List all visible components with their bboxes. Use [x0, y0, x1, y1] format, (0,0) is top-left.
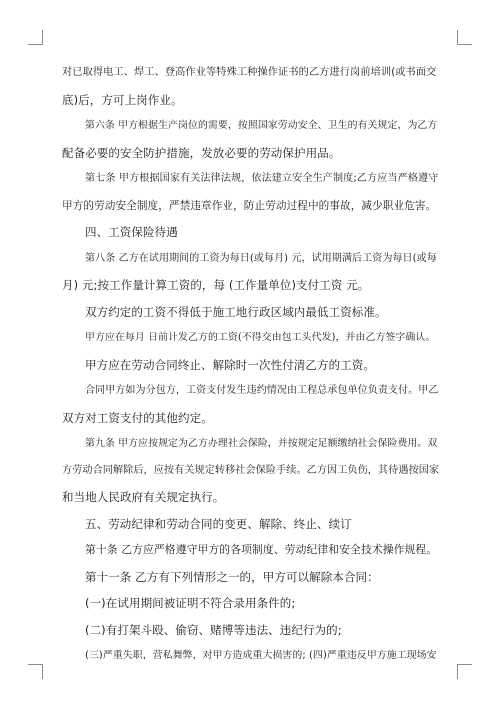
section-heading: 四、工资保险待遇 [85, 225, 178, 239]
text-line: 配备必要的安全防护措施，发放必要的劳动保护用品。 [62, 145, 341, 160]
text-line: 第十条 乙方应严格遵守甲方的各项制度、劳动纪律和安全技术操作规程。 [85, 543, 438, 556]
text-line: 对已取得电工、焊工、登高作业等特殊工种操作证书的乙方进行岗前培训(或书面交 [62, 67, 437, 78]
text-line: 合同甲方如为分包方，工资支付发生违约情况由工程总承包单位负责支付。甲乙 [85, 385, 439, 396]
text-line: 第七条 甲方根据国家有关法律法规，依法建立安全生产制度;乙方应当严格遵守 [85, 173, 439, 184]
list-item: (一)在试用期间被证明不符合录用条件的; [85, 596, 296, 610]
list-item: (三)严重失职，营私舞弊，对甲方造成重大损害的; (四)严重违反甲方施工现场安 [85, 650, 437, 661]
text-line: 甲方的劳动安全制度，严禁违章作业，防止劳动过程中的事故，减少职业危害。 [62, 199, 437, 212]
text-line: 第八条 乙方在试用期间的工资为每日(或每月) 元，试用期满后工资为每日(或每 [85, 252, 437, 264]
crop-mark-top-left [28, 30, 43, 45]
section-heading: 五、劳动纪律和劳动合同的变更、解除、终止、续订 [85, 516, 352, 531]
text-line: 底)后，方可上岗作业。 [62, 92, 183, 107]
text-line: 第十一条 乙方有下列情形之一的，甲方可以解除本合同： [85, 569, 379, 584]
crop-mark-top-right [457, 30, 472, 45]
text-line: 方劳动合同解除后，应按有关规定转移社会保险手续。乙方因工负伤，其待遇按国家 [62, 464, 440, 476]
text-line: 甲方应在劳动合同终止、解除时一次性付清乙方的工资。 [85, 357, 375, 372]
text-line: 第六条 甲方根据生产岗位的需要，按照国家劳动安全、卫生的有关规定，为乙方 [85, 120, 438, 131]
document-body [62, 60, 438, 670]
text-line: 第九条 甲方应按规定为乙方办理社会保险，并按规定足额缴纳社会保险费用。双 [85, 438, 438, 449]
crop-mark-bottom-left [28, 664, 43, 679]
crop-mark-bottom-right [457, 664, 472, 679]
text-line: 双方对工资支付的其他约定。 [62, 410, 213, 425]
text-line: 和当地人民政府有关规定执行。 [62, 490, 225, 504]
list-item: (二)有打架斗殴、偷窃、赌博等违法、违纪行为的; [85, 622, 342, 637]
text-line: 月) 元;按工作量计算工资的，每 (工作量单位)支付工资 元。 [62, 278, 370, 292]
text-line: 双方约定的工资不得低于施工地行政区域内最低工资标准。 [85, 304, 387, 319]
text-line: 甲方应在每月 日前计发乙方的工资(不得交由包工头代发)，并由乙方签字确认。 [85, 332, 436, 343]
